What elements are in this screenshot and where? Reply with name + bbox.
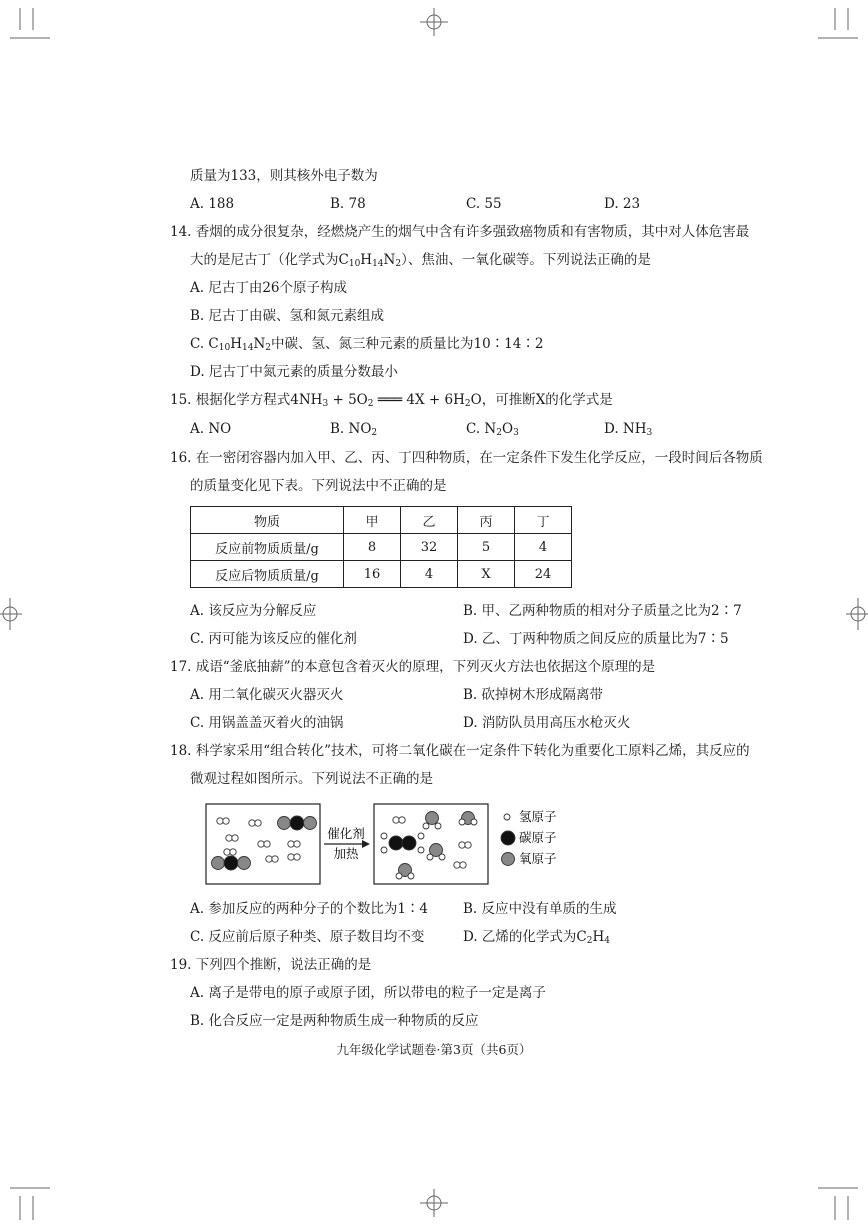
q13-stem-tail: 质量为133，则其核外电子数为 (190, 168, 378, 184)
arrow-condition-bottom: 加热 (333, 846, 359, 861)
oxygen-atom-legend-icon (502, 853, 515, 866)
q13-option-d: D. 23 (604, 196, 641, 212)
water-molecule (459, 812, 477, 826)
q14-option-a: A. 尼古丁由26个原子构成 (190, 280, 348, 296)
q13-option-b: B. 78 (330, 196, 366, 212)
hydrogen-molecule (288, 841, 300, 847)
q15-option-c: C. $N_2O_3$ (466, 421, 519, 438)
table-header-cell: 物质 (191, 507, 344, 534)
q14-stem-line1: 14. 香烟的成分很复杂，经燃烧产生的烟气中含有许多强致癌物质和有害物质，其中对人体危害最 (170, 224, 750, 240)
hydrogen-molecule (224, 849, 236, 855)
hydrogen-molecule (266, 856, 278, 862)
legend-carbon-label: 碳原子 (519, 830, 557, 845)
hydrogen-molecule (454, 862, 466, 868)
page-footer: 九年级化学试题卷·第3页（共6页） (336, 1042, 532, 1057)
q17-option-a: A. 用二氧化碳灭火器灭火 (190, 687, 344, 703)
q19-stem: 19. 下列四个推断，说法正确的是 (170, 957, 372, 973)
hydrogen-molecule (226, 835, 238, 841)
carbon-dioxide-molecule (212, 856, 251, 870)
q16-option-c: C. 丙可能为该反应的催化剂 (190, 631, 357, 647)
table-cell: 32 (401, 534, 458, 561)
carbon-dioxide-molecule (278, 816, 317, 830)
q17-option-b: B. 砍掉树木形成隔离带 (463, 687, 604, 703)
ethylene-molecule (381, 833, 424, 853)
water-molecule (423, 812, 441, 830)
hydrogen-molecule (288, 854, 300, 860)
q16-stem-line2: 的质量变化见下表。下列说法中不正确的是 (190, 478, 447, 494)
q17-option-d: D. 消防队员用高压水枪灭火 (463, 715, 631, 731)
q18-option-a: A. 参加反应的两种分子的个数比为1∶4 (190, 901, 429, 917)
q18-stem-line1: 18. 科学家采用“组合转化”技术，可将二氧化碳在一定条件下转化为重要化工原料乙烯，其反应的 (170, 743, 750, 759)
table-cell: 4 (515, 534, 572, 561)
table-cell: 反应前物质质量/g (191, 534, 344, 561)
table-header-cell: 乙 (401, 507, 458, 534)
table-header-cell: 甲 (344, 507, 401, 534)
q14-option-d: D. 尼古丁中氮元素的质量分数最小 (190, 364, 398, 380)
q17-option-c: C. 用锅盖盖灭着火的油锅 (190, 715, 344, 731)
mass-change-table (190, 506, 572, 588)
table-header-cell: 丙 (458, 507, 515, 534)
table-cell: X (458, 561, 515, 588)
q16-option-b: B. 甲、乙两种物质的相对分子质量之比为2∶7 (463, 603, 742, 619)
table-header-cell: 丁 (515, 507, 572, 534)
q14-stem-line2: 大的是尼古丁（化学式为$C_{10}H_{14}N_2$）、焦油、一氧化碳等。下列说法正确的是 (190, 252, 651, 269)
q16-option-d: D. 乙、丁两种物质之间反应的质量比为7∶5 (463, 631, 729, 647)
hydrogen-molecule (249, 820, 261, 826)
hydrogen-molecule (459, 842, 471, 848)
hydrogen-molecule (258, 841, 270, 847)
q15-option-b: B. $NO_2$ (330, 421, 378, 438)
q13-option-c: C. 55 (466, 196, 502, 212)
q18-option-b: B. 反应中没有单质的生成 (463, 901, 617, 917)
legend-hydrogen-label: 氢原子 (519, 809, 557, 824)
water-molecule (396, 864, 414, 880)
table-cell: 反应后物质质量/g (191, 561, 344, 588)
hydrogen-molecule (393, 817, 405, 823)
q18-option-c: C. 反应前后原子种类、原子数目均不变 (190, 929, 425, 945)
table-row (191, 534, 572, 561)
legend-oxygen-label: 氧原子 (519, 851, 557, 866)
q15-option-a: A. NO (190, 421, 232, 437)
q15-option-d: D. $NH_3$ (604, 421, 653, 438)
q16-option-a: A. 该反应为分解反应 (190, 603, 317, 619)
q17-stem: 17. 成语“釜底抽薪”的本意包含着灭火的原理，下列灭火方法也依据这个原理的是 (170, 659, 656, 675)
hydrogen-atom-legend-icon (504, 814, 510, 820)
carbon-atom-legend-icon (501, 831, 515, 845)
arrow-condition-top: 催化剂 (327, 826, 365, 841)
q15-stem: 15. 根据化学方程式$4NH_3 + 5O_2$ ═══ $4X + 6H_2O$，可推断X的化学式是 (170, 392, 613, 409)
table-header-row (191, 507, 572, 534)
q14-option-b: B. 尼古丁由碳、氢和氮元素组成 (190, 308, 385, 324)
q18-stem-line2: 微观过程如图所示。下列说法不正确的是 (190, 771, 433, 787)
table-row (191, 561, 572, 588)
q19-option-b: B. 化合反应一定是两种物质生成一种物质的反应 (190, 1013, 479, 1029)
table-cell: 16 (344, 561, 401, 588)
table-cell: 4 (401, 561, 458, 588)
table-cell: 24 (515, 561, 572, 588)
reaction-diagram (200, 800, 600, 890)
q19-option-a: A. 离子是带电的原子或原子团，所以带电的粒子一定是离子 (190, 985, 546, 1001)
q16-stem-line1: 16. 在一密闭容器内加入甲、乙、丙、丁四种物质，在一定条件下发生化学反应，一段时间后各物质 (170, 450, 763, 466)
table-cell: 5 (458, 534, 515, 561)
q13-option-a: A. 188 (190, 196, 235, 212)
water-molecule (427, 844, 445, 861)
table-cell: 8 (344, 534, 401, 561)
q14-option-c: C. $C_{10}H_{14}N_2$中碳、氢、氮三种元素的质量比为10∶14∶2 (190, 336, 544, 353)
q18-option-d: D. 乙烯的化学式为$C_2H_4$ (463, 929, 611, 946)
hydrogen-molecule (217, 818, 229, 824)
